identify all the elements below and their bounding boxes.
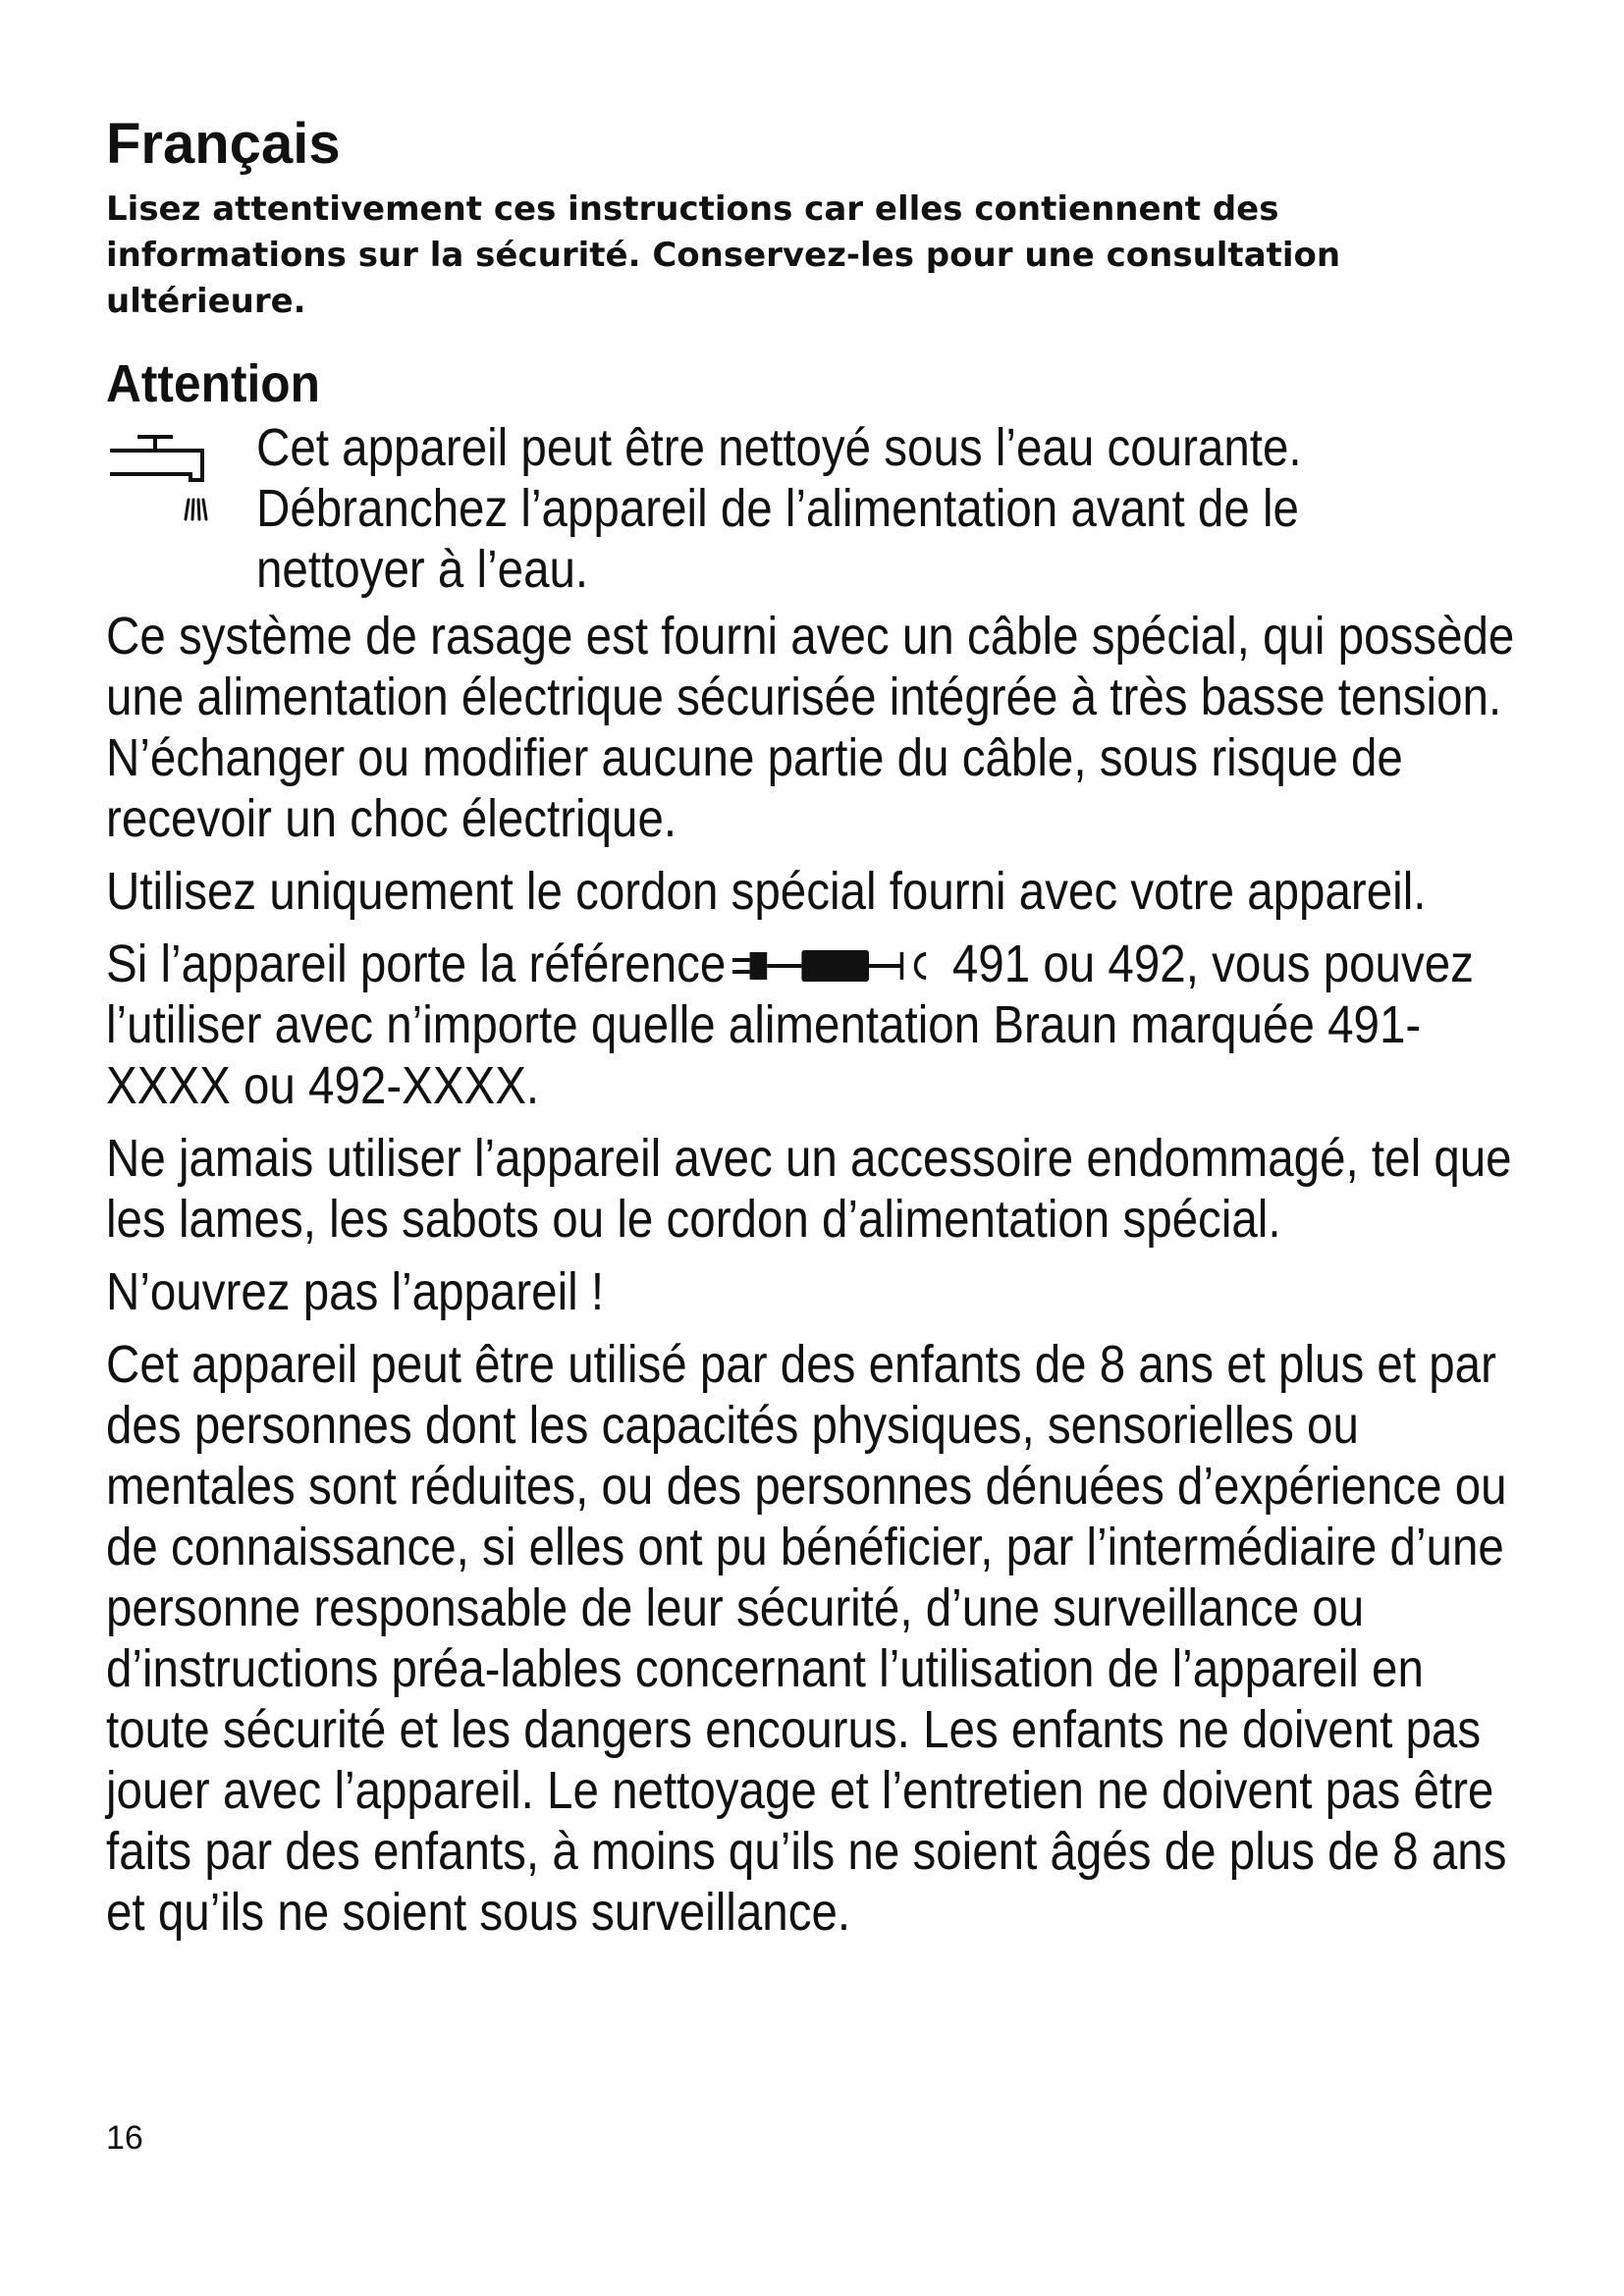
intro-safety-notice: Lisez attentivement ces instructions car elles contiennent des informations sur la sécurité. Conservez-les pour une consultation ultérieure.	[106, 189, 1341, 321]
paragraph-power-supply-reference	[106, 934, 1528, 1116]
language-heading: Français	[106, 112, 341, 176]
section-heading-attention: Attention	[106, 354, 320, 413]
power-cord-icon	[731, 944, 947, 988]
warning-text	[256, 417, 1527, 600]
warning-line: Débranchez l’appareil de l’alimentation avant de le	[256, 479, 1299, 538]
warning-line: nettoyer à l’eau.	[256, 540, 589, 599]
reference-text-after: 491 ou 492, vous pouvez l’utiliser avec n’importe quelle alimentation Braun marquée 491-XXXX ou 492-XXXX.	[106, 934, 1474, 1115]
paragraph-children-supervision: Cet appareil peut être utilisé par des enfants de 8 ans et plus et par des personnes dont les capacités physiques, sensorielles ou mentales sont réduites, ou des personnes dénuées d’expérience ou de connaissance, si elles ont pu bénéficier, par l’intermédiaire d’une personne responsable de leur sécurité, d’une surveillance ou d’instructions préa-lables concernant l’utilisation de l’appareil en toute sécurité et les dangers encourus. Les enfants ne doivent pas jouer avec l’appareil. Le nettoyage et l’entretien ne doivent pas être faits par des enfants, à moins qu’ils ne soient âgés de plus de 8 ans et qu’ils ne soient sous surveillance.	[106, 1335, 1507, 1942]
reference-text-before: Si l’appareil porte la référence	[106, 934, 727, 993]
manual-page	[106, 110, 1530, 1954]
paragraph-damaged-accessory: Ne jamais utiliser l’appareil avec un accessoire endommagé, tel que les lames, les sabots ou le cordon d’alimentation spécial.	[106, 1129, 1512, 1249]
paragraph-do-not-open: N’ouvrez pas l’appareil !	[106, 1262, 605, 1321]
warning-line: Cet appareil peut être nettoyé sous l’eau courante.	[256, 418, 1302, 477]
water-tap-icon	[104, 431, 222, 539]
page-number: 16	[106, 2119, 143, 2157]
water-cleaning-warning	[106, 417, 1530, 606]
paragraph-use-supplied-cord: Utilisez uniquement le cordon spécial fourni avec votre appareil.	[106, 862, 1427, 921]
paragraph-special-cable: Ce système de rasage est fourni avec un câble spécial, qui possède une alimentation électrique sécurisée intégrée à très basse tension. N’échanger ou modifier aucune partie du câble, sous risque de recevoir un choc électrique.	[106, 607, 1515, 848]
